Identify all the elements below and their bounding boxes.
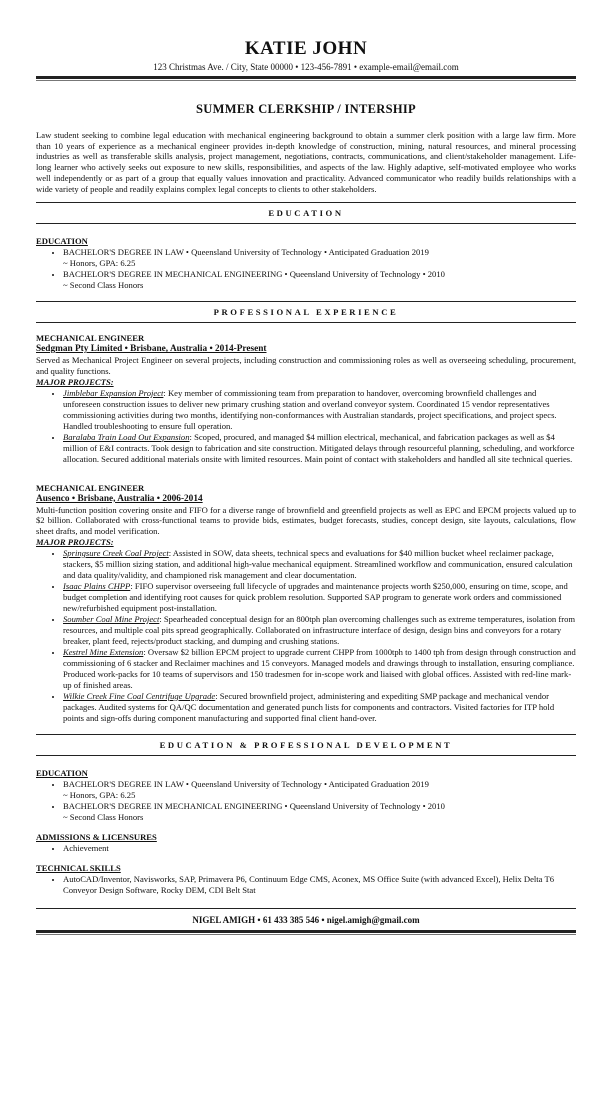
development-section-heading bbox=[36, 734, 576, 756]
education-section-heading bbox=[36, 202, 576, 224]
summary-paragraph: Law student seeking to combine legal education with mechanical engineering background to obtain a summer clerk position with a large law firm. More than 10 years of experience as a mechanical engineer provides in-depth knowledge of construction, mining, natural resources, and mineral processing industries as well as transferable skills analysis, project management, negotiations, contracts, communications, and client/stakeholder management. Life-long learner who actively seeks out exposure to new skills, responsibilities, and aspects of the law. Highly adaptive, self-motivated employee who works well independently or as part of a group that equally values innovation and practicality. Advanced communicator who readily builds relationships with a wide variety of people and readily explains complex legal concepts to clients to other stakeholders. bbox=[36, 130, 576, 194]
project-item: • Isaac Plains CHPP: FIFO supervisor overseeing full lifecycle of upgrades and maintenance projects worth $250,000, ensuring on time, scope, and budget completion and identifying root causes for quick problem resolution. Supported SAP program to generate work orders and commissioned new/refurbished equipment post-installation. bbox=[63, 581, 576, 614]
section-label: PROFESSIONAL EXPERIENCE bbox=[213, 307, 399, 318]
education-note: ~ Honors, GPA: 6.25 bbox=[63, 258, 136, 269]
footer-divider bbox=[36, 908, 576, 909]
footer-divider-thin bbox=[36, 934, 576, 935]
education-note: ~ Second Class Honors bbox=[63, 280, 144, 291]
footer-divider-thick bbox=[36, 930, 576, 933]
education-item: • BACHELOR'S DEGREE IN MECHANICAL ENGINEERING • Queensland University of Technology • 2010 bbox=[63, 269, 576, 280]
job-entry bbox=[36, 333, 576, 464]
education-item: • BACHELOR'S DEGREE IN LAW • Queensland University of Technology • Anticipated Graduation 2019 bbox=[63, 247, 576, 258]
admissions-item: • Achievement bbox=[63, 843, 576, 854]
admissions-label: ADMISSIONS & LICENSURES bbox=[36, 831, 157, 842]
header-divider bbox=[36, 76, 576, 79]
project-item: • Springsure Creek Coal Project: Assisted in SOW, data sheets, technical specs and evaluations for $40 million bucket wheel reclaimer package, stackers, $5 million sizing station, and additional high-value mechanical equipment. Streamlined workflow and communication, ensured calculation and data quality/validity, and championed risk management and clear documentation. bbox=[63, 548, 576, 581]
section-label: EDUCATION bbox=[268, 208, 344, 219]
project-item: • Jimblebar Expansion Project: Key member of commissioning team from preparation to handover, overcoming brownfield challenges and unforeseen construction issues to deliver new primary crushing station and overland conveyor system. Coordinated 15 vendor representatives commissioning activities during two months, identifying non-conformances with Australian standards, project specifications, and project specs. Handled troubleshooting to ensure full operation. bbox=[63, 388, 576, 432]
education-item: • BACHELOR'S DEGREE IN MECHANICAL ENGINEERING • Queensland University of Technology • 2010 bbox=[63, 801, 576, 812]
job-description: Multi-function position covering onsite and FIFO for a diverse range of brownfield and greenfield projects as well as EPC and EPCM projects valued up to $2 billion. Collaborated with cross-functional teams to provide bids, estimates, budget forecasts, studies, concept design, site layouts, calculations, flow sheet drafts, and model verification. bbox=[36, 504, 576, 537]
job-company: Ausenco • Brisbane, Australia • 2006-2014 bbox=[36, 493, 203, 504]
project-item: • Kestrel Mine Extension: Oversaw $2 billion EPCM project to upgrade current CHPP from 1000tph to 1400 tph from design through construction and commissioning of 6 stacker and Reclaimer machines and 15 conveyors. Managed models and drawings through to installation, ensuring compliance. Produced work-packs for 10 teams of supervisors and 150 tradesmen for in-scope work and liaised with global offices. Assisted with red-line mark-up of finished areas. bbox=[63, 647, 576, 691]
skills-item: • AutoCAD/Inventor, Navisworks, SAP, Primavera P6, Continuum Edge CMS, Aconex, MS Office Suite (with advanced Excel), Helix Delta T6 Conveyor Design Software, Rocky DEM, CDI Belt Stat bbox=[63, 874, 576, 896]
major-projects-label: MAJOR PROJECTS: bbox=[36, 536, 114, 547]
education-item: • BACHELOR'S DEGREE IN LAW • Queensland University of Technology • Anticipated Graduation 2019 bbox=[63, 779, 576, 790]
job-company: Sedgman Pty Limited • Brisbane, Australia • 2014-Present bbox=[36, 344, 267, 355]
section-label: EDUCATION & PROFESSIONAL DEVELOPMENT bbox=[159, 739, 453, 750]
development-education bbox=[36, 768, 576, 823]
major-projects-label: MAJOR PROJECTS: bbox=[36, 376, 114, 387]
education-note: ~ Honors, GPA: 6.25 bbox=[63, 789, 136, 800]
job-entry bbox=[36, 483, 576, 724]
header-divider-thin bbox=[36, 80, 576, 81]
admissions-section bbox=[36, 832, 576, 854]
education-section bbox=[36, 236, 576, 291]
candidate-name: KATIE JOHN bbox=[244, 38, 368, 59]
project-item: • Baralaba Train Load Out Expansion: Scoped, procured, and managed $4 million electrical, mechanical, and fabrication packages as well as $4 million of E&I contracts. Took design to fabrication and site construction. Mitigated delays through resourceful planning, scheduling, and workforce allocation. Secured additional materials onsite with limited resources. Main point of contact with stakeholders and handled all site technical queries. bbox=[63, 432, 576, 465]
skills-section bbox=[36, 863, 576, 896]
education-subheading: EDUCATION bbox=[36, 236, 88, 247]
development-education-label: EDUCATION bbox=[36, 767, 88, 778]
job-title: MECHANICAL ENGINEER bbox=[36, 482, 145, 493]
project-item: • Wilkie Creek Fine Coal Centrifuge Upgrade: Secured brownfield project, administering and expediting SMP package and mechanical vendor packages. Audited systems for QA/QC documentation and generated punch lists for components and contractors. Visited factories for ITP hold points and sign-offs during component manufacturing and supported final client hand-over. bbox=[63, 691, 576, 724]
contact-line: 123 Christmas Ave. / City, State 00000 • 123-456-7891 • example-email@email.com bbox=[153, 62, 459, 72]
objective-title: SUMMER CLERKSHIP / INTERSHIP bbox=[196, 102, 416, 116]
education-note: ~ Second Class Honors bbox=[63, 811, 144, 822]
footer-contact: NIGEL AMIGH • 61 433 385 546 • nigel.amigh@gmail.com bbox=[192, 914, 420, 925]
skills-label: TECHNICAL SKILLS bbox=[36, 862, 121, 873]
job-description: Served as Mechanical Project Engineer on several projects, including construction and commissioning roles as well as overseeing scheduling, procurement, and quality functions. bbox=[36, 355, 576, 376]
project-item: • Soumber Coal Mine Project: Spearheaded conceptual design for an 800tph plan overcoming challenges such as extreme temperatures, isolation from resources, and multiple coal pits spread geographically. Collaborated on infrastructure interface of design, design bins and conveyors for a rotary breaker, plant feed, rejects/product stacking, and dumping and crushing stations. bbox=[63, 614, 576, 647]
job-title: MECHANICAL ENGINEER bbox=[36, 333, 145, 344]
experience-section-heading bbox=[36, 301, 576, 323]
